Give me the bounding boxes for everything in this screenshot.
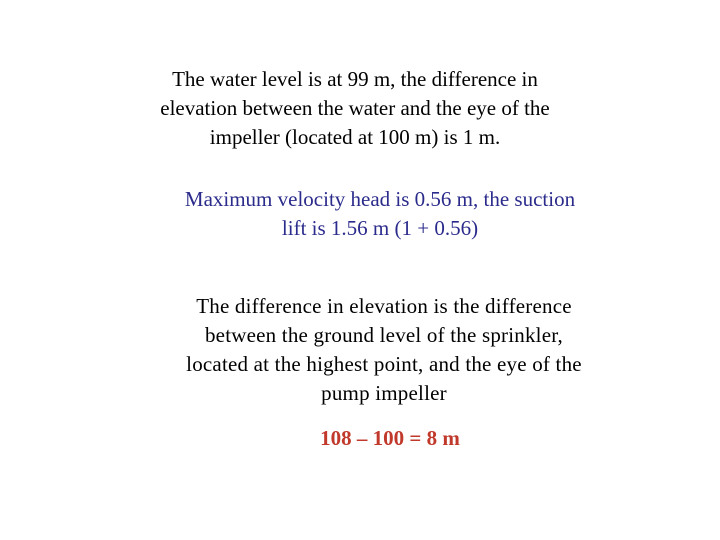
water-level-paragraph xyxy=(0,65,715,152)
text-line: between the ground level of the sprinkler, xyxy=(204,323,564,347)
text-line: lift is 1.56 m (1 + 0.56) xyxy=(281,216,479,240)
elevation-difference-paragraph xyxy=(24,292,720,408)
text-line: pump impeller xyxy=(321,381,447,405)
text-line: The water level is at 99 m, the difference in xyxy=(172,67,538,91)
equation-text: 108 – 100 = 8 m xyxy=(320,426,460,450)
text-line: The difference in elevation is the difference xyxy=(196,294,572,318)
text-line: located at the highest point, and the eye of the xyxy=(186,352,582,376)
elevation-equation xyxy=(30,424,720,453)
text-line: impeller (located at 100 m) is 1 m. xyxy=(209,125,501,149)
text-line: elevation between the water and the eye of the xyxy=(160,96,550,120)
velocity-head-paragraph xyxy=(20,185,720,243)
text-line: Maximum velocity head is 0.56 m, the suction xyxy=(184,187,576,211)
